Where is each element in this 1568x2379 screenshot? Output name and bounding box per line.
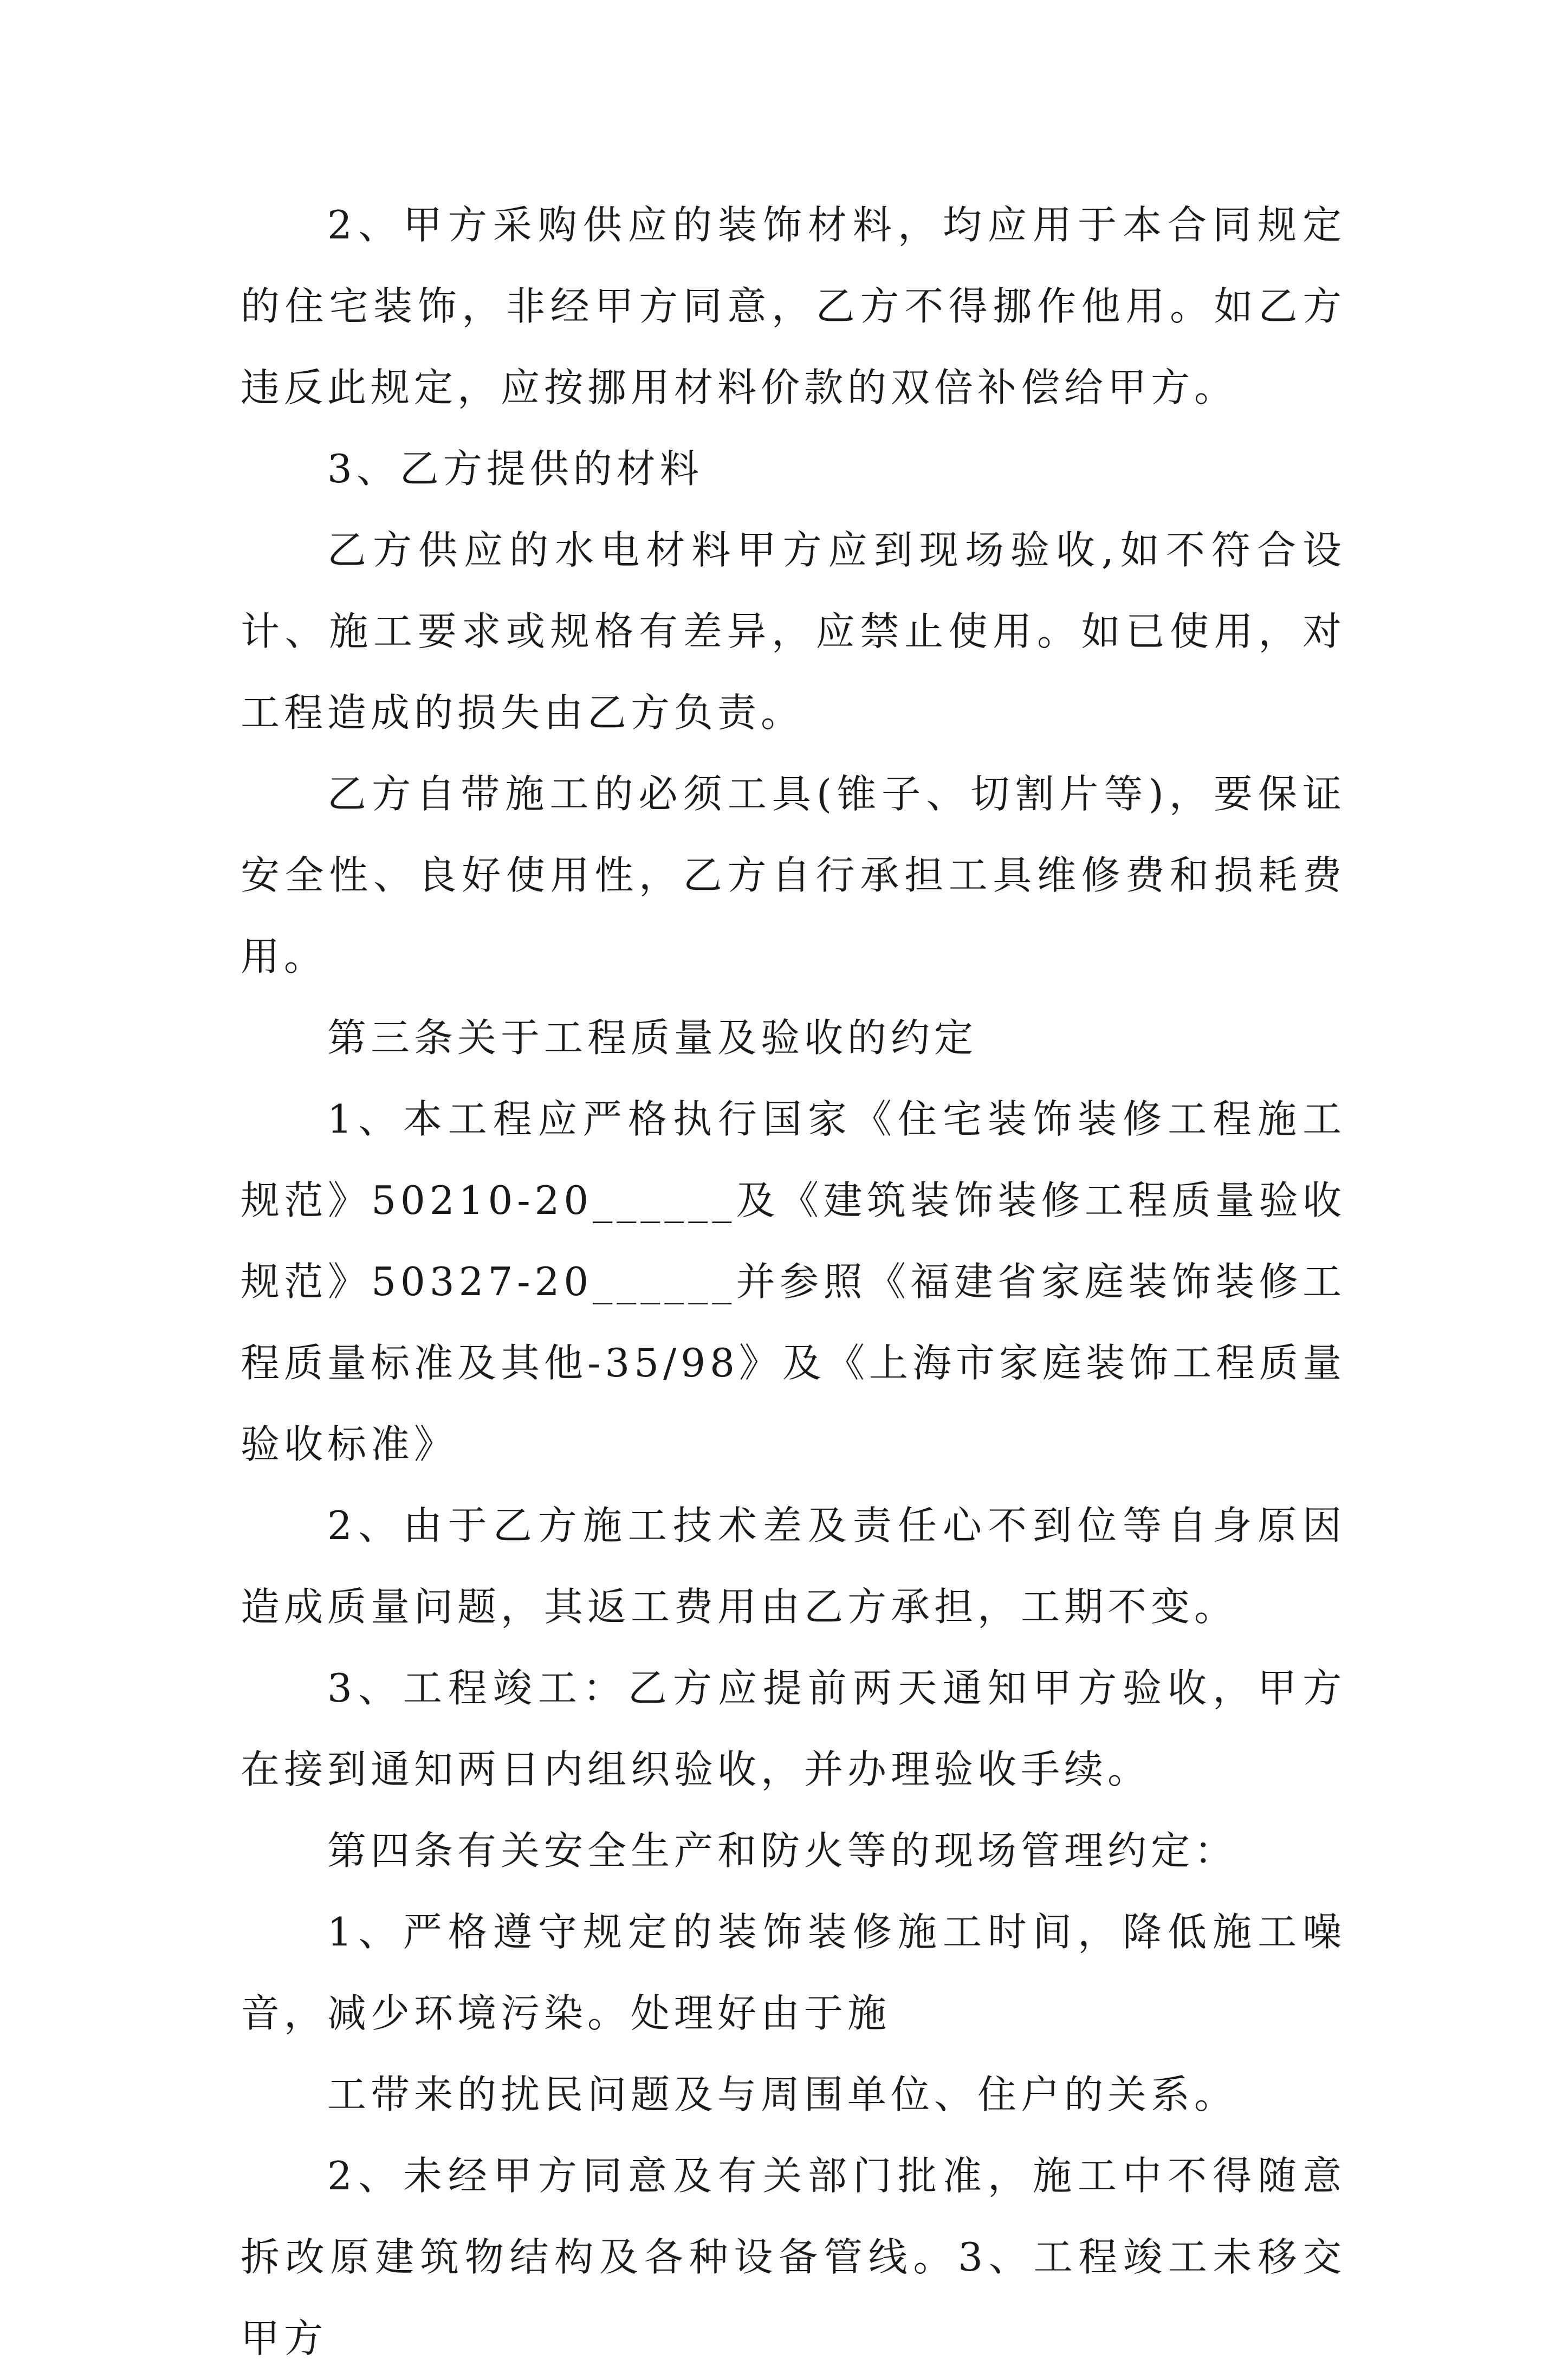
- paragraph-completion-acceptance: 3、工程竣工：乙方应提前两天通知甲方验收，甲方在接到通知两日内组织验收，并办理验收手续。: [241, 1665, 1346, 1792]
- paragraph-neighbor-relations: 工带来的扰民问题及与周围单位、住户的关系。: [327, 2072, 1238, 2117]
- paragraph-materials-purchase: 2、甲方采购供应的装饰材料，均应用于本合同规定的住宅装饰，非经甲方同意，乙方不得挪作他用。如乙方违反此规定，应按挪用材料价款的双倍补偿给甲方。: [241, 202, 1346, 410]
- paragraph-tools: 乙方自带施工的必须工具(锥子、切割片等)，要保证安全性、良好使用性，乙方自行承担工具维修费和损耗费用。: [241, 771, 1346, 979]
- paragraph-structure-changes: 2、未经甲方同意及有关部门批准，施工中不得随意拆改原建筑物结构及各种设备管线。3、工程竣工未移交甲方: [241, 2153, 1346, 2361]
- paragraph-rework-cost: 2、由于乙方施工技术差及责任心不到位等自身原因造成质量问题，其返工费用由乙方承担，工期不变。: [241, 1503, 1346, 1630]
- paragraph-quality-standards: 1、本工程应严格执行国家《住宅装饰装修工程施工规范》50210-20______及《建筑装饰装修工程质量验收规范》50327-20______并参照《福建省家庭装饰装修工程质量标准及其他-35/98》及《上海市家庭装饰工程质量验收标准》: [241, 1096, 1346, 1467]
- paragraph-contractor-materials-heading: 3、乙方提供的材料: [327, 446, 703, 492]
- paragraph-construction-time: 1、严格遵守规定的装饰装修施工时间，降低施工噪音，减少环境污染。处理好由于施: [241, 1909, 1346, 2036]
- paragraph-utility-materials: 乙方供应的水电材料甲方应到现场验收,如不符合设计、施工要求或规格有差异，应禁止使用。如已使用，对工程造成的损失由乙方负责。: [241, 527, 1346, 735]
- document-body: [241, 184, 1346, 2379]
- paragraph-article-four-heading: 第四条有关安全生产和防火等的现场管理约定：: [327, 1828, 1238, 1873]
- paragraph-article-three-heading: 第三条关于工程质量及验收的约定: [327, 1015, 978, 1061]
